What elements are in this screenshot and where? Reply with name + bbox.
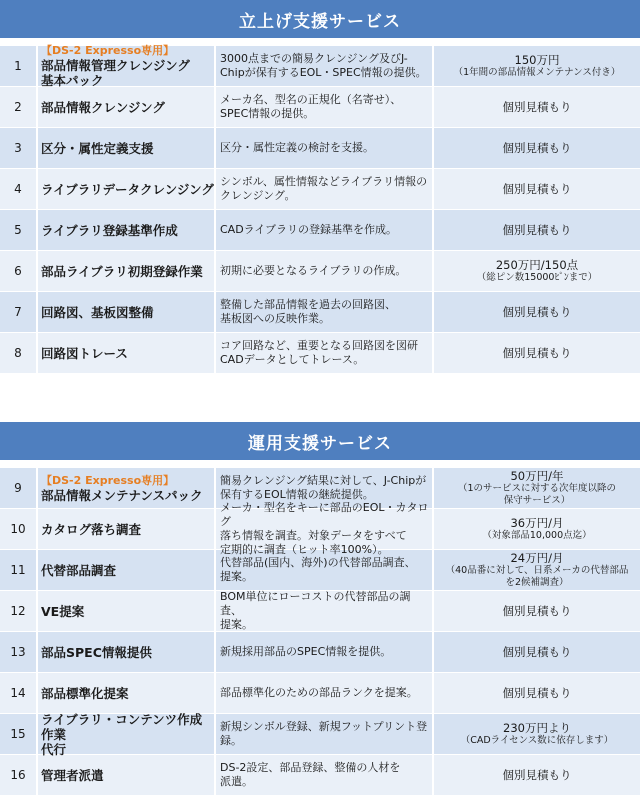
- price-cell: [434, 292, 640, 332]
- service-description: 簡易クレンジング結果に対して、J-Chipが 保有するEOL情報の継続提供。: [216, 468, 434, 508]
- product-tag: 【DS-2 Expresso専用】: [41, 44, 175, 57]
- table-row: [0, 632, 640, 673]
- price: 230万円より: [503, 721, 571, 735]
- row-number: 8: [0, 333, 38, 373]
- price-cell: [434, 755, 640, 795]
- service-name: 部品情報クレンジング: [41, 99, 165, 115]
- service-description: コア回路など、重要となる回路図を図研 CADデータとしてトレース。: [216, 333, 434, 373]
- row-number: 4: [0, 169, 38, 209]
- service-description: 初期に必要となるライブラリの作成。: [216, 251, 434, 291]
- table-row: [0, 46, 640, 87]
- price-note: （CADライセンス数に依存します）: [460, 735, 614, 746]
- table-row: [0, 292, 640, 333]
- service-name: ライブラリデータクレンジング: [41, 181, 214, 197]
- service-name: ライブラリ登録基準作成: [41, 222, 178, 238]
- service-name-cell: [38, 591, 216, 631]
- row-number: 12: [0, 591, 38, 631]
- service-name-cell: [38, 632, 216, 672]
- table-row: [0, 550, 640, 591]
- table-row: [0, 755, 640, 796]
- table-row: [0, 711, 640, 757]
- row-number: 5: [0, 210, 38, 250]
- table-row: [0, 210, 640, 251]
- price: 24万円/月: [510, 551, 564, 565]
- service-name-cell: [38, 550, 216, 590]
- table-row: [0, 333, 640, 374]
- section-operation-support: [0, 422, 640, 796]
- service-description: 代替部品(国内、海外)の代替部品調査、 提案。: [216, 550, 434, 590]
- service-description: 新規シンボル登録、新規フットプリント登録。: [216, 714, 434, 754]
- service-name: 代替部品調査: [41, 562, 117, 578]
- service-description: グ 落ち情報を調査。対象データをすべて: [216, 509, 434, 549]
- price-note: （対象部品10,000点迄）: [482, 530, 592, 541]
- table-row: [0, 87, 640, 128]
- service-name-cell: [38, 128, 216, 168]
- row-number: 6: [0, 251, 38, 291]
- service-name: VE提案: [41, 603, 85, 619]
- price-cell: [434, 333, 640, 373]
- row-number: 10: [0, 509, 38, 549]
- service-description: CADライブラリの登録基準を作成。: [216, 210, 434, 250]
- service-name: 部品SPEC情報提供: [41, 644, 152, 660]
- service-description: 整備した部品情報を過去の回路図、 基板図への反映作業。: [216, 292, 434, 332]
- price: 36万円/月: [510, 516, 564, 530]
- table-row: [0, 169, 640, 210]
- service-name: ライブラリ・コンテンツ作成作業 代行: [41, 711, 203, 757]
- row-number: 2: [0, 87, 38, 127]
- price-cell: [434, 210, 640, 250]
- price-note: （1のサービスに対する次年度以降の 保守サービス）: [457, 483, 617, 506]
- price: 個別見積もり: [502, 346, 572, 360]
- price-cell: [434, 46, 640, 86]
- price: 250万円/150点: [495, 258, 579, 272]
- service-name: カタログ落ち調査: [41, 521, 142, 537]
- price-cell: [434, 128, 640, 168]
- price: 個別見積もり: [502, 141, 572, 155]
- service-description: 区分・属性定義の検討を支援。: [216, 128, 434, 168]
- price: 個別見積もり: [502, 182, 572, 196]
- section-title: 立上げ支援サービス: [0, 0, 640, 38]
- price: 個別見積もり: [502, 604, 572, 618]
- price: 150万円: [514, 53, 560, 67]
- service-name-cell: [38, 711, 216, 757]
- price-note: （1年間の部品情報メンテナンス付き）: [453, 67, 621, 78]
- price: 50万円/年: [510, 469, 564, 483]
- row-number: 9: [0, 468, 38, 508]
- service-name: 部品標準化提案: [41, 685, 129, 701]
- row-number: 7: [0, 292, 38, 332]
- row-number: 14: [0, 673, 38, 713]
- price-cell: [434, 591, 640, 631]
- service-name-cell: [38, 169, 216, 209]
- service-name: 部品情報管理クレンジング 基本パック: [41, 58, 190, 88]
- price-cell: [434, 468, 640, 508]
- row-number: 16: [0, 755, 38, 795]
- row-number: 3: [0, 128, 38, 168]
- service-name-cell: [38, 673, 216, 713]
- service-name: 回路図、基板図整備: [41, 304, 154, 320]
- table-row: [0, 128, 640, 169]
- price-cell: [434, 251, 640, 291]
- service-description: DS-2設定、部品登録、整備の人材を 派遣。: [216, 755, 434, 795]
- row-number: 15: [0, 714, 38, 754]
- service-description: 部品標準化のための部品ランクを提案。: [216, 673, 434, 713]
- price-cell: [434, 87, 640, 127]
- service-name-cell: [38, 251, 216, 291]
- service-name: 管理者派遣: [41, 767, 104, 783]
- row-number: 11: [0, 550, 38, 590]
- service-description: 3000点までの簡易クレンジング及びJ- Chipが保有するEOL・SPEC情報の提供。: [216, 46, 434, 86]
- price-cell: [434, 550, 640, 590]
- service-name-cell: [38, 46, 216, 86]
- section-title: 運用支援サービス: [0, 422, 640, 460]
- service-description: シンボル、属性情報などライブラリ情報の クレンジング。: [216, 169, 434, 209]
- price-cell: [434, 509, 640, 549]
- price-cell: [434, 632, 640, 672]
- service-name-cell: [38, 755, 216, 795]
- service-name-cell: [38, 509, 216, 549]
- row-number: 1: [0, 46, 38, 86]
- service-name: 部品ライブラリ初期登録作業: [41, 263, 203, 279]
- service-name-cell: [38, 292, 216, 332]
- price-cell: [434, 673, 640, 713]
- table-row: [0, 673, 640, 714]
- table-row: [0, 251, 640, 292]
- price-note: （40品番に対して、日系メーカの代替部品 を2候補調査）: [445, 565, 629, 588]
- price: 個別見積もり: [502, 223, 572, 237]
- price-cell: [434, 169, 640, 209]
- service-name: 部品情報メンテナンスパック: [41, 487, 203, 503]
- price: 個別見積もり: [502, 100, 572, 114]
- service-name-cell: [38, 333, 216, 373]
- service-name: 区分・属性定義支援: [41, 140, 154, 156]
- product-tag: 【DS-2 Expresso専用】: [41, 473, 175, 487]
- service-name-cell: [38, 87, 216, 127]
- table-row: [0, 509, 640, 550]
- price: 個別見積もり: [502, 686, 572, 700]
- service-name-cell: [38, 468, 216, 508]
- service-name: 回路図トレース: [41, 345, 128, 361]
- price-note: （総ピン数15000ﾋﾟﾝまで）: [476, 272, 598, 283]
- service-description: メーカ名、型名の正規化（名寄せ）、 SPEC情報の提供。: [216, 87, 434, 127]
- section-startup-support: [0, 0, 640, 374]
- service-table: [0, 468, 640, 796]
- service-table: [0, 46, 640, 374]
- price: 個別見積もり: [502, 768, 572, 782]
- price-cell: [434, 714, 640, 754]
- row-number: 13: [0, 632, 38, 672]
- service-name-cell: [38, 210, 216, 250]
- service-description: 新規採用部品のSPEC情報を提供。: [216, 632, 434, 672]
- price: 個別見積もり: [502, 645, 572, 659]
- service-description: BOM単位にローコストの代替部品の調査、 提案。: [216, 591, 434, 631]
- price: 個別見積もり: [502, 305, 572, 319]
- table-row: [0, 591, 640, 632]
